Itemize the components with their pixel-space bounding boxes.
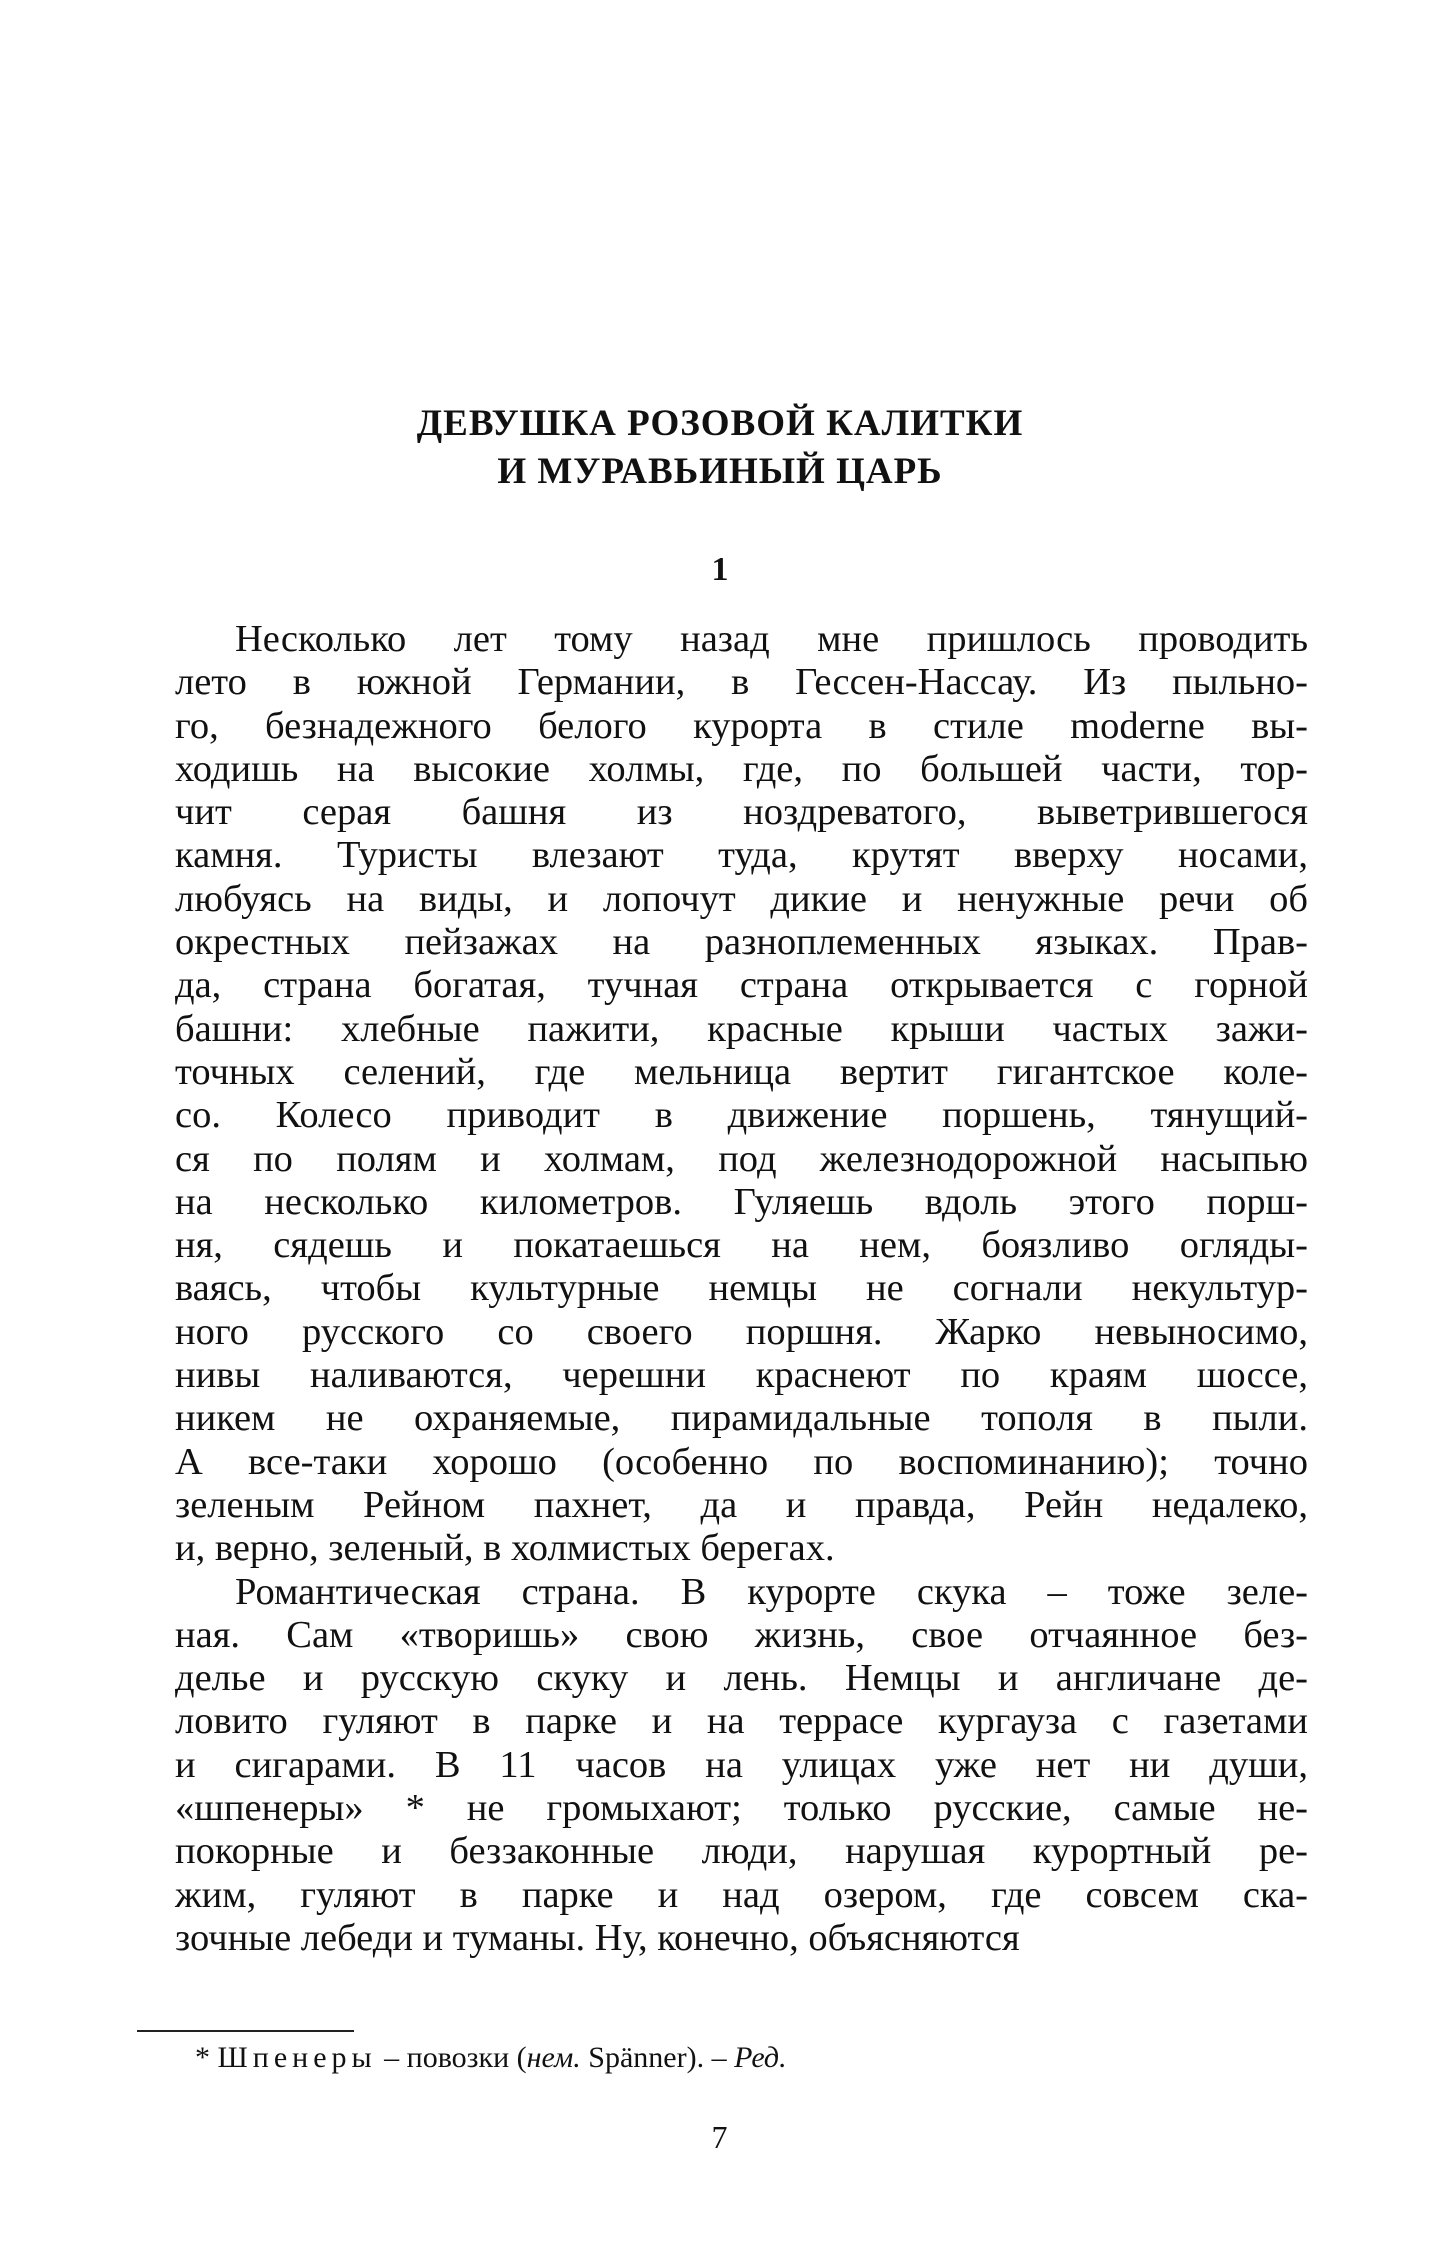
text-line: ного русского со своего поршня. Жарко невыносимо, <box>175 1310 1308 1353</box>
text-line: Несколько лет тому назад мне пришлось проводить <box>235 618 1308 660</box>
chapter-title-line-1: ДЕВУШКА РОЗОВОЙ КАЛИТКИ <box>416 403 1024 444</box>
text-line: делье и русскую скуку и лень. Немцы и англичане де- <box>175 1657 1308 1700</box>
text-line: чит серая башня из ноздреватого, выветрившегося <box>175 791 1308 834</box>
text-line: на несколько километров. Гуляешь вдоль этого порш- <box>175 1180 1308 1223</box>
text-line: А все-таки хорошо (особенно по воспоминанию); точно <box>175 1440 1308 1483</box>
text-line: и, верно, зеленый, в холмистых берегах. <box>175 1527 835 1570</box>
text-line: зеленым Рейном пахнет, да и правда, Рейн недалеко, <box>175 1483 1308 1526</box>
text-line: зочные лебеди и туманы. Ну, конечно, объясняются <box>175 1916 1020 1959</box>
text-line: окрестных пейзажах на разноплеменных языках. Прав- <box>175 921 1308 964</box>
footnote-dash: – <box>711 2041 727 2074</box>
text-line: нивы наливаются, черешни краснеют по краям шоссе, <box>175 1354 1308 1397</box>
text-line: никем не охраняемые, пирамидальные тополя в пыли. <box>175 1397 1308 1440</box>
footnote-language: нем. <box>526 2041 581 2074</box>
text-line: точных селений, где мельница вертит гигантское коле- <box>175 1050 1308 1093</box>
chapter-title-line-2: И МУРАВЬИНЫЙ ЦАРЬ <box>497 451 943 492</box>
text-line: башни: хлебные пажити, красные крыши частых зажи- <box>175 1007 1308 1050</box>
text-line: и сигарами. В 11 часов на улицах уже нет ни души, <box>175 1743 1308 1786</box>
text-line: ловито гуляют в парке и на террасе кургауза с газетами <box>175 1700 1308 1743</box>
text-line: камня. Туристы влезают туда, крутят вверху носами, <box>175 834 1308 877</box>
text-line: Романтическая страна. В курорте скука – тоже зеле- <box>235 1570 1308 1613</box>
text-line: ся по полям и холмам, под железнодорожной насыпью <box>175 1137 1308 1180</box>
text-line: любуясь на виды, и лопочут дикие и ненужные речи об <box>175 877 1308 920</box>
page-number: 7 <box>711 2119 728 2155</box>
footnote-dash: – <box>384 2041 400 2074</box>
footnote-paren: ( <box>516 2041 527 2074</box>
footnote <box>195 2038 787 2078</box>
text-line: ваясь, чтобы культурные немцы не согнали некультур- <box>175 1267 1308 1310</box>
text-line: ня, сядешь и покатаешься на нем, боязливо огляды- <box>175 1224 1308 1267</box>
text-line: го, безнадежного белого курорта в стиле moderne вы- <box>175 704 1308 747</box>
text-line: ная. Сам «творишь» свою жизнь, свое отчаянное без- <box>175 1613 1308 1656</box>
footnote-marker: * <box>195 2041 210 2074</box>
text-line: ходишь на высокие холмы, где, по большей части, тор- <box>175 747 1308 790</box>
footnote-term: Шпенеры <box>217 2041 377 2074</box>
footnote-definition: повозки <box>406 2041 510 2074</box>
footnote-original-word: Spänner). <box>588 2041 705 2074</box>
footnote-editor: Ред. <box>734 2041 787 2074</box>
text-line: «шпенеры» * не громыхают; только русские, самые не- <box>175 1787 1308 1830</box>
text-line: покорные и беззаконные люди, нарушая курортный ре- <box>175 1830 1308 1873</box>
footnote-divider <box>137 2030 354 2032</box>
text-line: жим, гуляют в парке и над озером, где совсем ска- <box>175 1873 1308 1916</box>
body-text <box>175 618 1308 1960</box>
text-line: да, страна богатая, тучная страна открывается с горной <box>175 964 1308 1007</box>
text-line: со. Колесо приводит в движение поршень, тянущий- <box>175 1094 1308 1137</box>
text-line: лето в южной Германии, в Гессен-Нассау. Из пыльно- <box>175 661 1308 704</box>
chapter-number: 1 <box>711 551 729 588</box>
